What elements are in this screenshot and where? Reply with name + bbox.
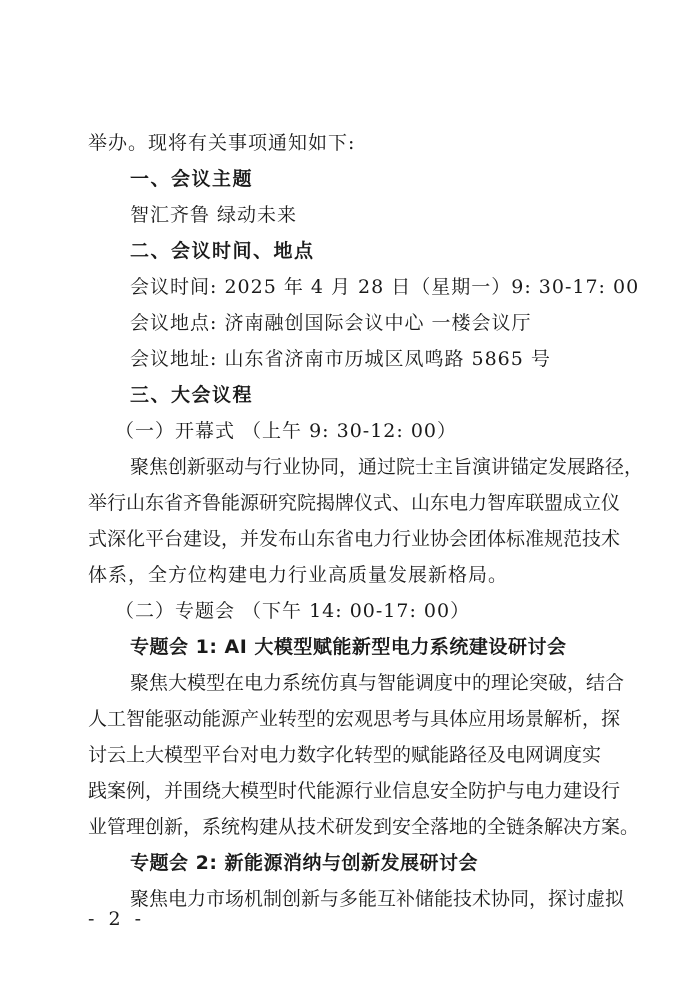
session-1-title: 专题会 1: AI 大模型赋能新型电力系统建设研讨会 <box>130 636 567 658</box>
sessions-heading: （二）专题会 （下午 14: 00-17: 00） <box>115 600 471 622</box>
meeting-venue-text: 会议地点: 济南融创国际会议中心 一楼会议厅 <box>130 312 532 334</box>
opening-paragraph-line: 聚焦创新驱动与行业协同，通过院士主旨演讲锚定发展路径， <box>130 456 644 478</box>
intro-tail-text: 举办。现将有关事项通知如下: <box>88 132 356 154</box>
section-2-heading: 二、会议时间、地点 <box>130 240 315 262</box>
session-2-title: 专题会 2: 新能源消纳与创新发展研讨会 <box>130 852 479 874</box>
section-1-heading: 一、会议主题 <box>130 168 254 190</box>
meeting-address-text: 会议地址: 山东省济南市历城区凤鸣路 5865 号 <box>130 348 551 370</box>
session-2-paragraph-line: 聚焦电力市场机制创新与多能互补储能技术协同，探讨虚拟 <box>130 888 625 910</box>
page-number: - 2 - <box>88 908 146 930</box>
opening-paragraph-line: 式深化平台建设，并发布山东省电力行业协会团体标准规范技术 <box>88 528 621 550</box>
meeting-theme-text: 智汇齐鲁 绿动未来 <box>130 204 298 226</box>
session-1-paragraph-line: 人工智能驱动能源产业转型的宏观思考与具体应用场景解析，探 <box>88 708 621 730</box>
session-1-paragraph-line: 讨云上大模型平台对电力数字化转型的赋能路径及电网调度实 <box>88 744 602 766</box>
section-3-heading: 三、大会议程 <box>130 384 254 406</box>
session-1-paragraph-line: 聚焦大模型在电力系统仿真与智能调度中的理论突破，结合 <box>130 672 625 694</box>
meeting-time-text: 会议时间: 2025 年 4 月 28 日（星期一）9: 30-17: 00 <box>130 276 640 298</box>
opening-paragraph-line: 举行山东省齐鲁能源研究院揭牌仪式、山东电力智库联盟成立仪 <box>88 492 621 514</box>
opening-heading: （一）开幕式 （上午 9: 30-12: 00） <box>115 420 458 442</box>
opening-paragraph-line: 体系，全方位构建电力行业高质量发展新格局。 <box>88 564 509 586</box>
session-1-paragraph-line: 践案例，并围绕大模型时代能源行业信息安全防护与电力建设行 <box>88 780 621 802</box>
session-1-paragraph-line: 业管理创新，系统构建从技术研发到安全落地的全链条解决方案。 <box>88 816 640 838</box>
